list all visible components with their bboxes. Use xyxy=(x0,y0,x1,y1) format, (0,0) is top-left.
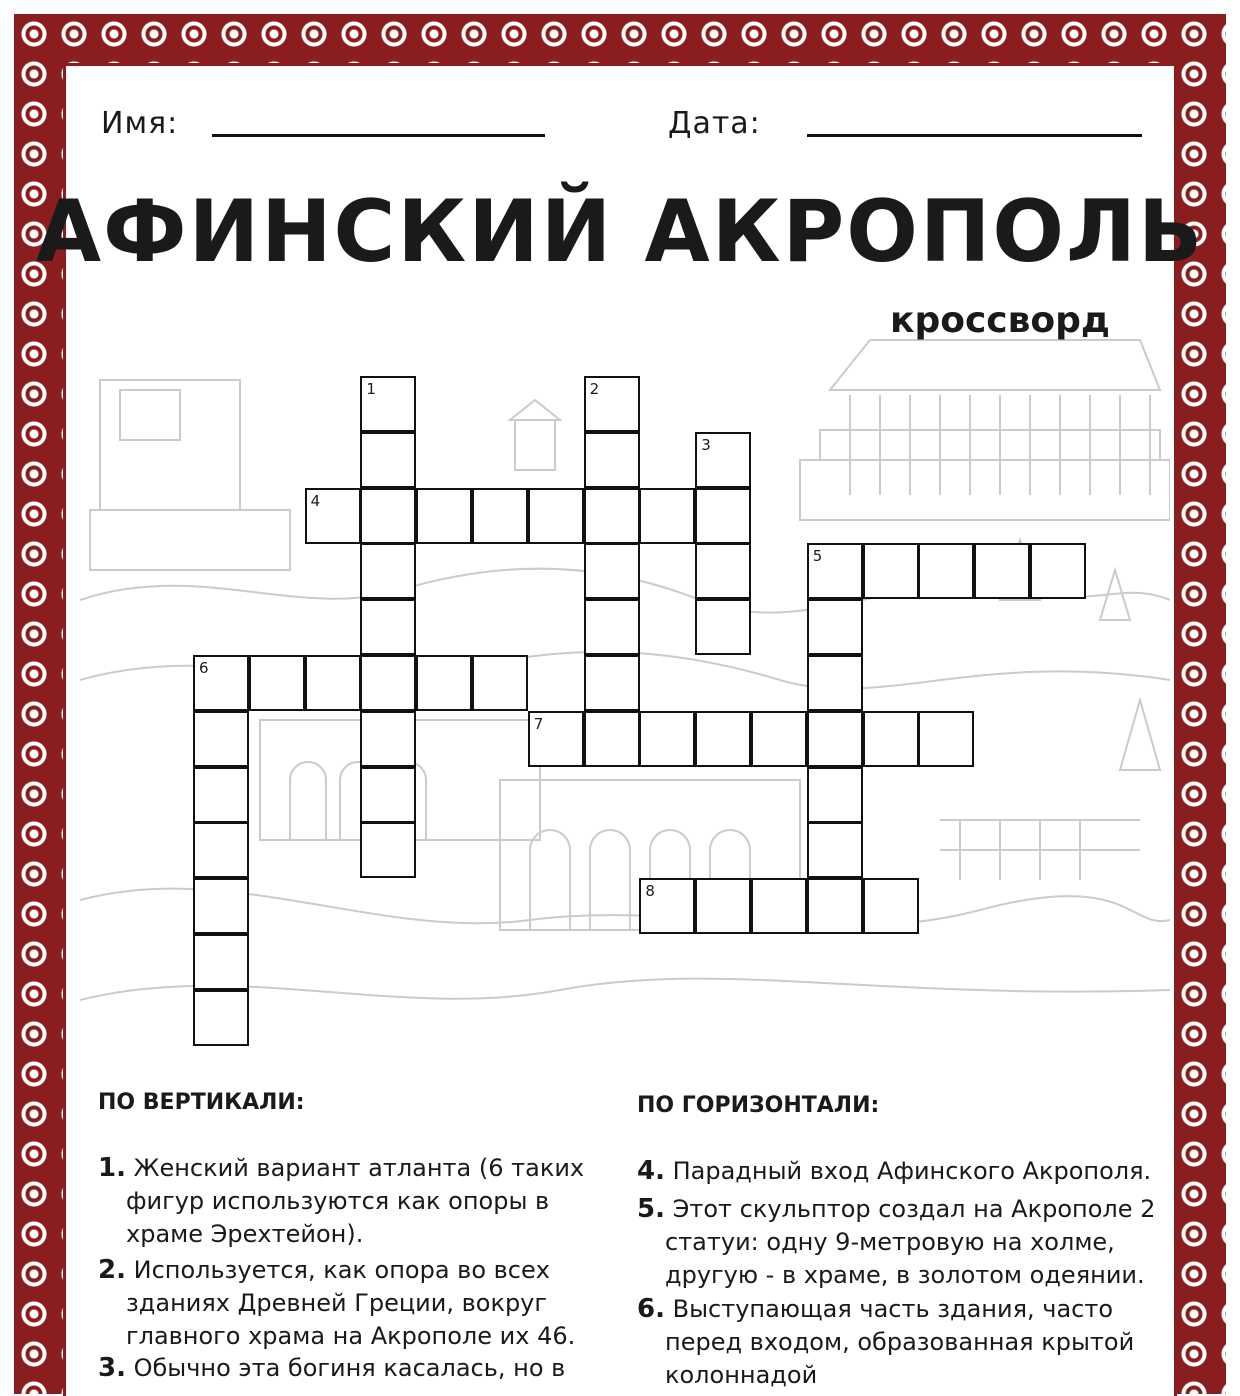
crossword-cell[interactable] xyxy=(416,488,472,544)
crossword-cell[interactable] xyxy=(807,822,863,878)
crossword-cell[interactable] xyxy=(807,878,863,934)
down-clue-2 xyxy=(98,1254,575,1353)
crossword-cell[interactable] xyxy=(584,488,640,544)
clue-number: 3. xyxy=(98,1353,126,1383)
crossword-cell[interactable] xyxy=(584,655,640,711)
clue-text: Парадный вход Афинского Акрополя. xyxy=(672,1157,1152,1185)
crossword-cell[interactable] xyxy=(360,767,416,823)
crossword-cell[interactable] xyxy=(639,711,695,767)
down-clue-3 xyxy=(98,1352,565,1385)
crossword-cell[interactable] xyxy=(695,878,751,934)
clue-text: фигур используются как опоры в xyxy=(126,1187,550,1215)
crossword-cell[interactable] xyxy=(918,543,974,599)
clue-number-label: 8 xyxy=(645,882,655,901)
crossword-cell[interactable] xyxy=(863,878,919,934)
crossword-cell[interactable] xyxy=(472,655,528,711)
date-input-line[interactable] xyxy=(807,134,1142,137)
clue-text: другую - в храме, в золотом одеянии. xyxy=(665,1261,1145,1289)
date-label: Дата: xyxy=(668,106,761,141)
clue-text: храме Эрехтейон). xyxy=(126,1220,364,1248)
clue-number-label: 2 xyxy=(589,380,600,398)
crossword-cell[interactable] xyxy=(863,711,919,767)
crossword-cell[interactable] xyxy=(360,822,416,878)
crossword-cell[interactable] xyxy=(249,655,305,711)
crossword-cell[interactable] xyxy=(751,711,807,767)
name-label: Имя: xyxy=(101,106,179,141)
crossword-cell[interactable] xyxy=(695,432,751,488)
clue-number: 1. xyxy=(98,1153,126,1183)
crossword-cell[interactable] xyxy=(193,711,249,767)
page-title: АФИНСКИЙ АКРОПОЛЬ xyxy=(35,182,1205,282)
clue-text: перед входом, образованная крытой xyxy=(665,1328,1135,1356)
clue-number-label: 4 xyxy=(310,491,321,510)
clue-number: 5. xyxy=(637,1194,665,1224)
clue-number-label: 7 xyxy=(533,714,544,733)
across-clue-5 xyxy=(637,1193,1155,1292)
clue-text: Женский вариант атланта (6 таких xyxy=(133,1154,585,1182)
crossword-cell[interactable] xyxy=(360,599,416,655)
clue-text: зданиях Древней Греции, вокруг xyxy=(126,1289,547,1317)
clue-text: Используется, как опора во всех xyxy=(133,1256,550,1284)
clue-number-label: 1 xyxy=(366,380,376,398)
crossword-cell[interactable] xyxy=(807,711,863,767)
crossword-cell[interactable] xyxy=(639,488,695,544)
clue-number-label: 5 xyxy=(812,547,823,566)
crossword-cell[interactable] xyxy=(751,878,807,934)
crossword-cell[interactable] xyxy=(416,655,472,711)
crossword-cell[interactable] xyxy=(584,376,640,432)
crossword-cell[interactable] xyxy=(695,488,751,544)
crossword-cell[interactable] xyxy=(695,543,751,599)
crossword-cell[interactable] xyxy=(305,488,361,544)
crossword-cell[interactable] xyxy=(974,543,1030,599)
crossword-cell[interactable] xyxy=(863,543,919,599)
crossword-cell[interactable] xyxy=(918,711,974,767)
crossword-cell[interactable] xyxy=(807,599,863,655)
across-clue-4 xyxy=(637,1155,1151,1188)
crossword-cell[interactable] xyxy=(193,767,249,823)
crossword-cell[interactable] xyxy=(584,711,640,767)
crossword-cell[interactable] xyxy=(695,599,751,655)
page-subtitle: кроссворд xyxy=(890,300,1110,341)
crossword-cell[interactable] xyxy=(360,711,416,767)
crossword-cell[interactable] xyxy=(528,711,584,767)
name-input-line[interactable] xyxy=(212,134,545,137)
clue-text: Выступающая часть здания, часто xyxy=(672,1295,1114,1323)
crossword-cell[interactable] xyxy=(360,432,416,488)
crossword-cell[interactable] xyxy=(360,655,416,711)
clue-text: статуи: одну 9-метровую на холме, xyxy=(665,1228,1115,1256)
crossword-cell[interactable] xyxy=(584,543,640,599)
clue-text: Обычно эта богиня касалась, но в xyxy=(133,1354,566,1382)
clue-number: 4. xyxy=(637,1156,665,1186)
crossword-cell[interactable] xyxy=(639,878,695,934)
clue-number-label: 3 xyxy=(701,435,711,454)
clue-text: главного храма на Акрополе их 46. xyxy=(126,1322,576,1350)
across-clue-6 xyxy=(637,1293,1134,1392)
crossword-cell[interactable] xyxy=(1030,543,1086,599)
down-clue-1 xyxy=(98,1152,584,1251)
down-heading: ПО ВЕРТИКАЛИ: xyxy=(98,1090,305,1115)
crossword-cell[interactable] xyxy=(807,655,863,711)
clue-number: 2. xyxy=(98,1255,126,1285)
clue-number-label: 6 xyxy=(199,659,209,677)
crossword-cell[interactable] xyxy=(584,599,640,655)
crossword-cell[interactable] xyxy=(193,655,249,711)
crossword-cell[interactable] xyxy=(193,822,249,878)
crossword-cell[interactable] xyxy=(528,488,584,544)
crossword-cell[interactable] xyxy=(472,488,528,544)
crossword-cell[interactable] xyxy=(193,878,249,934)
crossword-cell[interactable] xyxy=(193,990,249,1046)
clue-text: Этот скульптор создал на Акрополе 2 xyxy=(672,1195,1156,1223)
crossword-cell[interactable] xyxy=(193,934,249,990)
across-heading: ПО ГОРИЗОНТАЛИ: xyxy=(637,1093,880,1118)
clue-number: 6. xyxy=(637,1294,665,1324)
crossword-cell[interactable] xyxy=(807,543,863,599)
crossword-cell[interactable] xyxy=(360,543,416,599)
crossword-cell[interactable] xyxy=(584,432,640,488)
clue-text: колоннадой xyxy=(665,1361,818,1389)
crossword-cell[interactable] xyxy=(360,488,416,544)
crossword-cell[interactable] xyxy=(695,711,751,767)
crossword-cell[interactable] xyxy=(305,655,361,711)
crossword-cell[interactable] xyxy=(360,376,416,432)
crossword-cell[interactable] xyxy=(807,767,863,823)
